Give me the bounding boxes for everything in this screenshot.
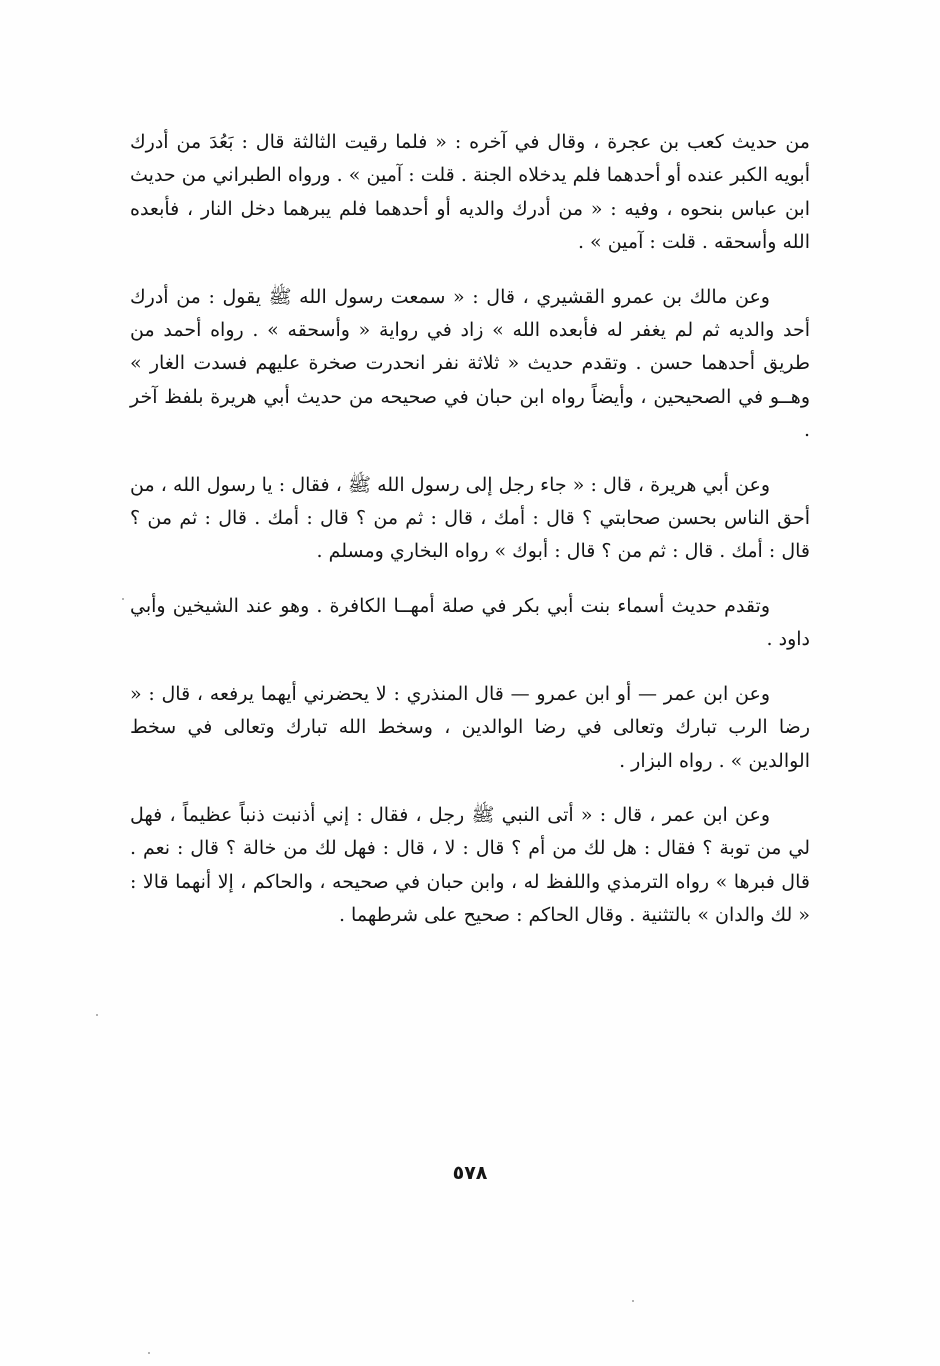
paragraph-1: من حديث كعب بن عجرة ، وقال في آخره : « فلما رقيت الثالثة قال : بَعُدَ من أدرك أبويه الكبر عنده أو أحدهما فلم يدخلاه الجنة . قلت : آمين » . ورواه الطبراني من حديث ابن عباس بنحوه ، وفيه : « من أدرك والديه أو أحدهما فلم يبرهما دخل النار ، فأبعده الله وأسحقه . قلت : آمين » . xyxy=(130,131,810,254)
scan-speck xyxy=(632,1300,634,1302)
paragraph-6: وعن ابن عمر ، قال : « أتى النبي ﷺ رجل ، فقال : إني أذنبت ذنباً عظيماً ، فهل لي من توبة ؟ فقال : هل لك من أم ؟ قال : لا ، قال : فهل لك من خالة ؟ قال : نعم . قال فبرها » رواه الترمذي واللفظ له ، وابن حبان في صحيحه ، والحاكم ، إلا أنهما قالا : « لك والدان » بالتثنية . وقال الحاكم : صحيح على شرطهما . xyxy=(130,803,810,927)
paragraph-4: وتقدم حديث أسماء بنت أبي بكر في صلة أمهــا الكافرة . وهو عند الشيخين وأبي داود . xyxy=(130,594,810,651)
scan-speck xyxy=(122,598,124,600)
page-body xyxy=(130,126,810,933)
page-number: ٥٧٨ xyxy=(452,1162,488,1184)
scan-speck xyxy=(96,1014,98,1016)
scan-speck xyxy=(148,1352,150,1354)
paragraph-5: وعن ابن عمر — أو ابن عمرو — قال المنذري : لا يحضرني أيهما يرفعه ، قال : « رضا الرب تبارك وتعالى في رضا الوالدين ، وسخط الله تبارك وتعالى في سخط الوالدين » . رواه البزار . xyxy=(130,682,810,772)
paragraph-2: وعن مالك بن عمرو القشيري ، قال : « سمعت رسول الله ﷺ يقول : من أدرك أحد والديه ثم لم يغفر له فأبعده الله » زاد في رواية « وأسحقه » . رواه أحمد من طريق أحدهما حسن . وتقدم حديث « ثلاثة نفر انحدرت صخرة عليهم فسدت الغار » وهــو في الصحيحين ، وأيضاً رواه ابن حبان في صحيحه من حديث أبي هريرة بلفظ آخر . xyxy=(130,285,810,442)
paragraph-3: وعن أبي هريرة ، قال : « جاء رجل إلى رسول الله ﷺ ، فقال : يا رسول الله ، من أحق الناس بحسن صحابتي ؟ قال : أمك ، قال : ثم من ؟ قال : أمك . قال : ثم من ؟ قال : أمك . قال : ثم من ؟ قال : أبوك » رواه البخاري ومسلم . xyxy=(130,473,810,563)
